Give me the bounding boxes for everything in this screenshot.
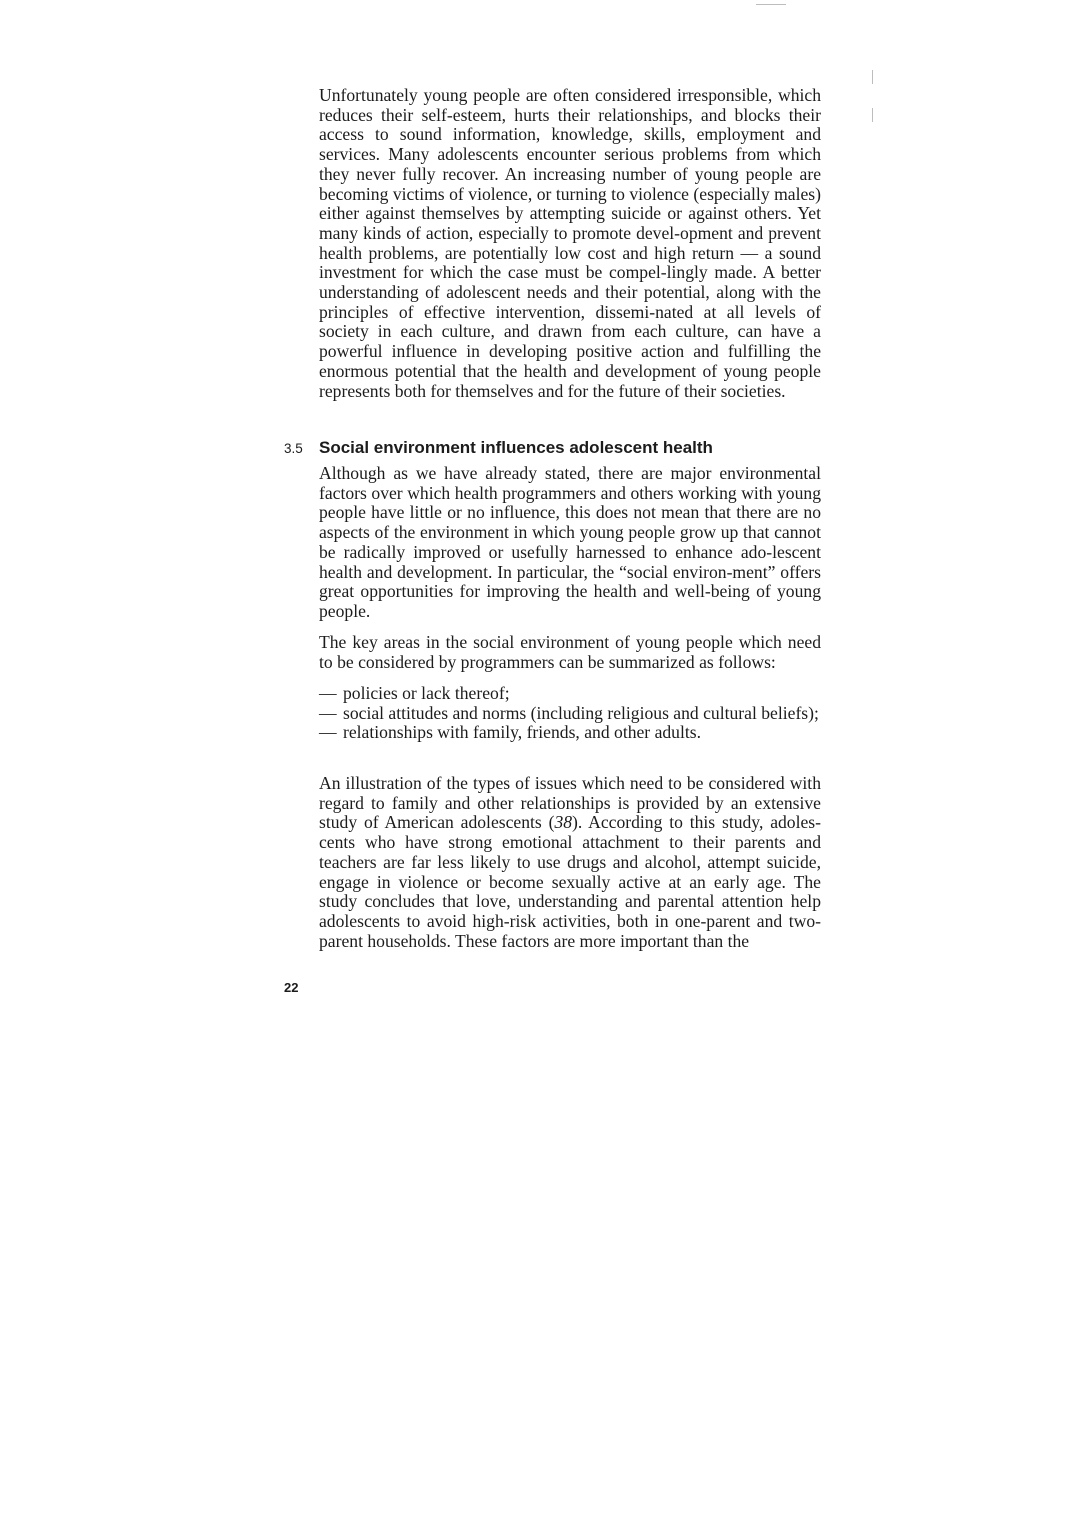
paragraph-family-relationships-study: [319, 774, 821, 951]
scan-mark: [872, 108, 873, 122]
paragraph-young-people-considered-irresponsible: Unfortunately young people are often considered irresponsible, which reduces their self-esteem, hurts their relationships, and blocks their access to sound information, knowledge, skills, employment and services. Many adolescents encounter serious problems from which they never fully recover. An increasing number of young people are becoming victims of violence, or turning to violence (especially males) either against themselves by attempting suicide or against others. Yet many kinds of action, especially to promote devel-opment and prevent health problems, are potentially low cost and high return — a sound investment for which the case must be compel-lingly made. A better understanding of adolescent needs and their potential, along with the principles of effective intervention, dissemi-nated at all levels of society in each culture, and drawn from each culture, can have a powerful influence in developing positive action and fulfilling the enormous potential that the health and development of young people represents both for themselves and for the future of their societies.: [319, 85, 821, 401]
section-number: 3.5: [284, 441, 303, 456]
list-item-text: policies or lack thereof;: [343, 683, 510, 703]
paragraph-text: ). According to this study, adoles-cents who have strong emotional attachment to their parents and teachers are far less likely to use drugs and alcohol, attempt suicide, engage in violence or become sexually active at an early age. The study concludes that love, understanding and parental attention help adolescents to avoid high-risk activities, both in one-parent and two-parent households. These factors are more important than the: [319, 812, 821, 951]
scan-mark: [756, 4, 786, 5]
reference-number: 38: [554, 812, 573, 833]
paragraph-environmental-factors: Although as we have already stated, there are major environmental factors over which health programmers and others working with young people have little or no influence, this does not mean that there are no aspects of the environment in which young people grow up that cannot be radically improved or usefully harnessed to enhance ado-lescent health and development. In particular, the “social environ-ment” offers great opportunities for improving the health and well-being of young people.: [319, 463, 821, 621]
scan-mark: [872, 70, 873, 84]
list-item: [319, 723, 821, 743]
dash-marker: —: [319, 722, 337, 743]
page-number: 22: [284, 980, 299, 995]
key-areas-list: [319, 684, 821, 743]
list-item-text: social attitudes and norms (including religious and cultural beliefs);: [343, 702, 819, 723]
list-item: [319, 684, 821, 704]
list-item-text: relationships with family, friends, and other adults.: [343, 722, 701, 743]
paragraph-key-areas-intro: The key areas in the social environment of young people which need to be considered by programmers can be summarized as follows:: [319, 632, 821, 672]
section-heading: [284, 438, 844, 459]
paragraph-text: An illustration of the types of issues which need to be considered with regard to family and other relationships is provided by an extensive study of American adolescents (: [319, 773, 821, 833]
list-item: [319, 704, 821, 724]
dash-marker: —: [319, 683, 337, 703]
section-title: Social environment influences adolescent health: [319, 438, 713, 457]
dash-marker: —: [319, 702, 337, 723]
